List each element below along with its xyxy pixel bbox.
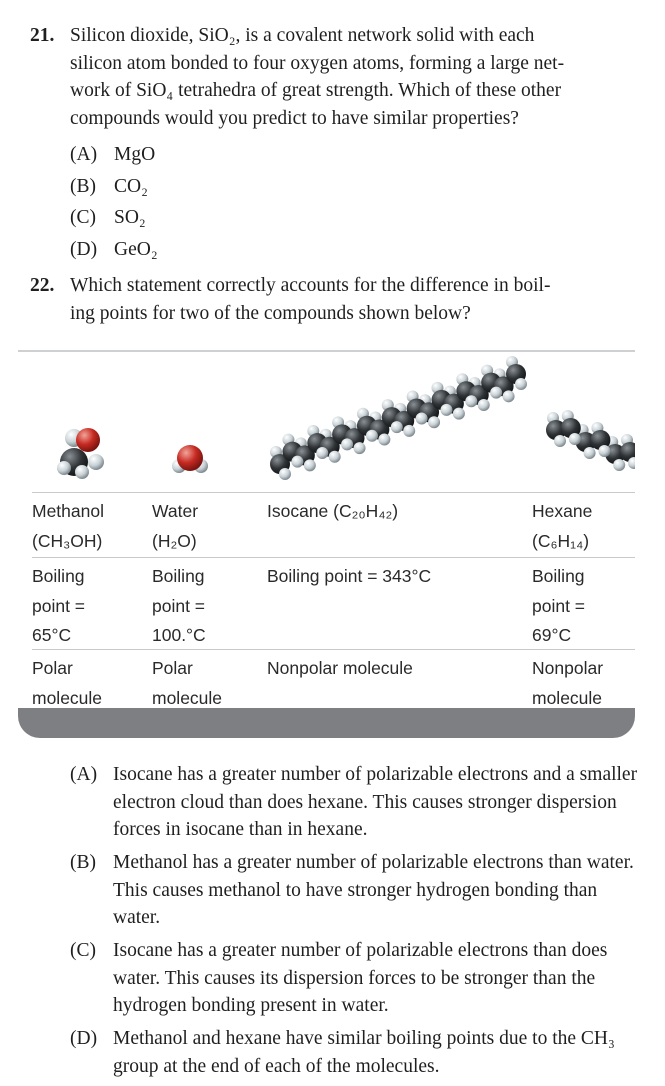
cell-hexane-bp: Boiling point = 69°C [532, 566, 586, 645]
cell-isocane-polarity: Nonpolar molecule [267, 658, 413, 678]
question-line: silicon atom bonded to four oxygen atoms, forming a large net- [70, 52, 565, 74]
question-21-options [70, 139, 158, 265]
option-b[interactable] [70, 849, 642, 937]
option-letter: (A) [70, 764, 98, 785]
option-letter: (B) [70, 852, 96, 873]
cell-hexane-polarity: Nonpolar molecule [532, 658, 604, 708]
option-a[interactable] [70, 761, 642, 849]
cell-methanol-polarity: Polar molecule [32, 658, 103, 708]
question-21 [30, 22, 642, 132]
question-22 [30, 272, 642, 327]
cell-water-polarity: Polar molecule [152, 658, 223, 708]
option-text: SO₂ [114, 207, 146, 228]
table-row-names [32, 492, 635, 557]
question-line: Silicon dioxide, SiO₂, is a covalent network solid with each [70, 25, 535, 46]
option-letter: (D) [70, 1028, 98, 1049]
question-line: compounds would you predict to have similar properties? [70, 107, 519, 129]
cell-methanol-bp: Boiling point = 65°C [32, 566, 86, 645]
table-row-polarity [32, 649, 635, 712]
option-d[interactable] [70, 234, 158, 266]
cell-hexane: Hexane (C₆H₁₄) [532, 501, 593, 551]
cell-water-bp: Boiling point = 100.°C [152, 566, 206, 645]
question-text [70, 272, 642, 327]
cell-water: Water (H₂O) [152, 501, 199, 551]
cell-isocane: Isocane (C₂₀H₄₂) [267, 501, 399, 521]
option-letter: (A) [70, 144, 98, 165]
question-22-options [70, 761, 642, 1080]
option-text: Isocane has a greater number of polarizable electrons and a smaller electron cloud than does hexane. This causes stronger dispersion forces in isocane than in hexane. [113, 764, 638, 840]
option-text: Methanol has a greater number of polarizable electrons than water. This causes methanol to have stronger hydrogen bonding than water. [113, 852, 634, 928]
option-text: MgO [114, 144, 156, 165]
methanol-molecule-icon [57, 428, 104, 479]
boiling-point-table [32, 492, 635, 712]
option-letter: (C) [70, 940, 96, 961]
question-line: Which statement correctly accounts for the difference in boil- [70, 275, 551, 296]
question-line: work of SiO₄ tetrahedra of great strength. Which of these other [70, 80, 562, 101]
question-text [70, 22, 642, 132]
molecule-models [18, 352, 635, 492]
option-a[interactable] [70, 139, 158, 171]
table-row-boiling-points [32, 557, 635, 649]
option-text: CO₂ [114, 175, 148, 197]
molecule-figure [18, 350, 635, 740]
option-text: Methanol and hexane have similar boiling points due to the CH₃ group at the end of each of the molecules. [113, 1028, 615, 1077]
hexane-molecule-icon [546, 410, 635, 471]
question-number: 22. [30, 275, 55, 296]
question-line: ing points for two of the compounds shown below? [70, 302, 471, 324]
cell-methanol: Methanol (CH₃OH) [32, 501, 104, 551]
option-c[interactable] [70, 202, 158, 234]
option-letter: (D) [70, 238, 98, 260]
option-text: GeO₂ [114, 238, 158, 260]
option-b[interactable] [70, 171, 158, 203]
option-letter: (C) [70, 207, 96, 228]
water-molecule-icon [172, 445, 208, 473]
option-text: Isocane has a greater number of polarizable electrons than does water. This causes its dispersion forces to be stronger than the hydrogen bonding present in water. [113, 940, 608, 1016]
cell-isocane-bp: Boiling point = 343°C [267, 566, 432, 586]
figure-footer-bar [18, 708, 635, 738]
isocane-molecule-icon [270, 356, 527, 480]
question-number: 21. [30, 25, 55, 46]
option-letter: (B) [70, 175, 96, 197]
option-c[interactable] [70, 937, 642, 1025]
option-d[interactable] [70, 1025, 642, 1080]
